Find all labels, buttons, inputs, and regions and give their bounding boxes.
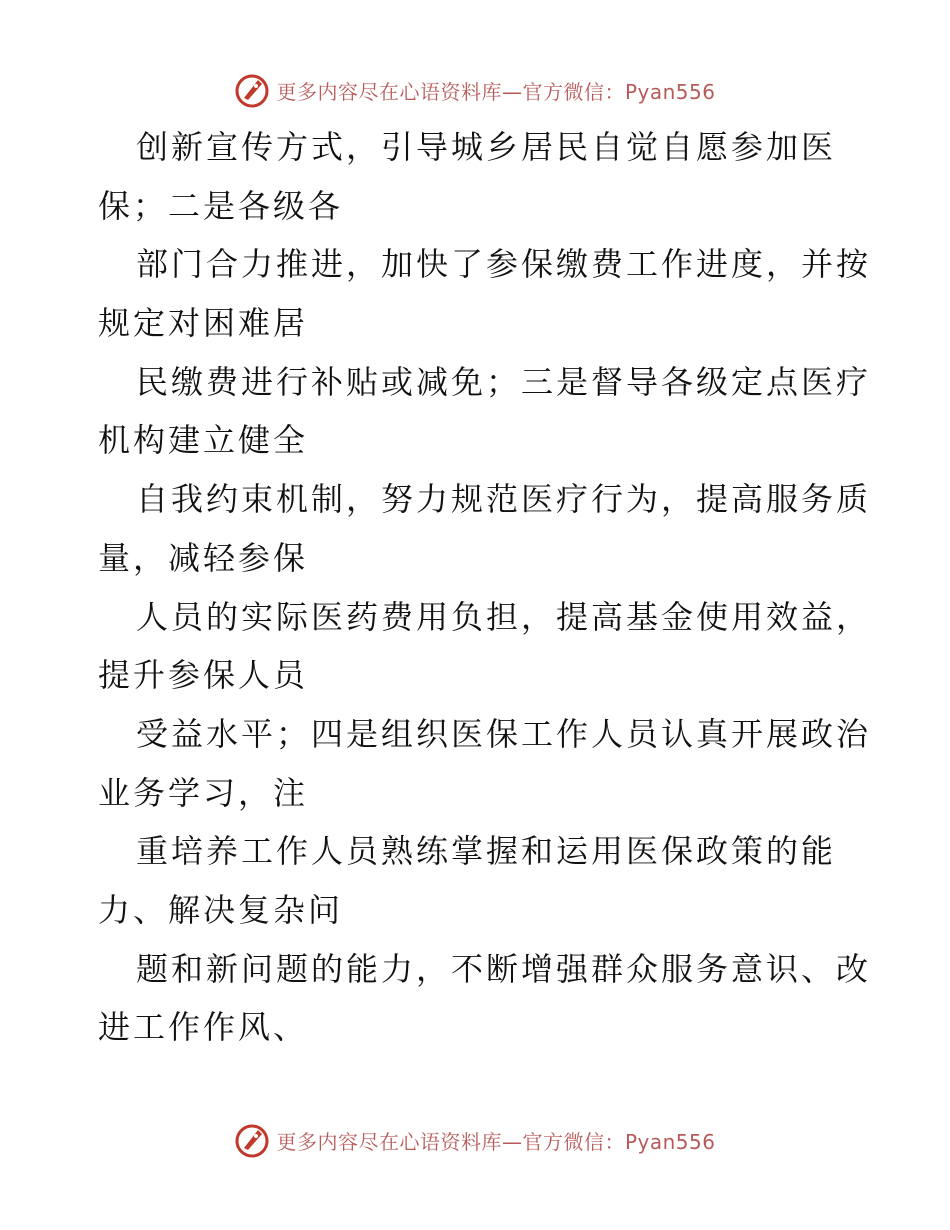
text-line: 保；二是各级各 — [98, 186, 344, 225]
footer-banner-text: 更多内容尽在心语资料库—官方微信：Pyan556 — [276, 1129, 716, 1154]
pen-nib-logo-icon — [234, 72, 270, 108]
text-line: 题和新问题的能力，不断增强群众服务意识、改 — [136, 949, 872, 988]
text-line: 人员的实际医药费用负担，提高基金使用效益， — [136, 597, 872, 636]
text-line: 创新宣传方式，引导城乡居民自觉自愿参加医 — [136, 128, 837, 166]
text-line: 民缴费进行补贴或减免；三是督导各级定点医疗 — [136, 362, 872, 401]
text-line: 重培养工作人员熟练掌握和运用医保政策的能 — [136, 832, 837, 871]
text-line: 机构建立健全 — [98, 421, 309, 460]
text-line: 进工作作风、 — [98, 1008, 309, 1047]
text-line: 受益水平；四是组织医保工作人员认真开展政治 — [136, 714, 872, 753]
footer-banner — [0, 1120, 950, 1160]
header-banner — [0, 70, 950, 110]
pen-nib-logo-icon — [234, 1122, 270, 1158]
text-line: 部门合力推进，加快了参保缴费工作进度，并按 — [136, 245, 872, 284]
text-line: 规定对困难居 — [98, 304, 309, 343]
text-line: 提升参保人员 — [98, 656, 309, 695]
document-body — [98, 118, 898, 1057]
text-line: 业务学习，注 — [98, 773, 309, 812]
text-line: 力、解决复杂问 — [98, 890, 344, 929]
text-line: 量，减轻参保 — [98, 538, 309, 577]
header-banner-text: 更多内容尽在心语资料库—官方微信：Pyan556 — [276, 79, 716, 104]
text-line: 自我约束机制，努力规范医疗行为，提高服务质 — [136, 480, 872, 519]
